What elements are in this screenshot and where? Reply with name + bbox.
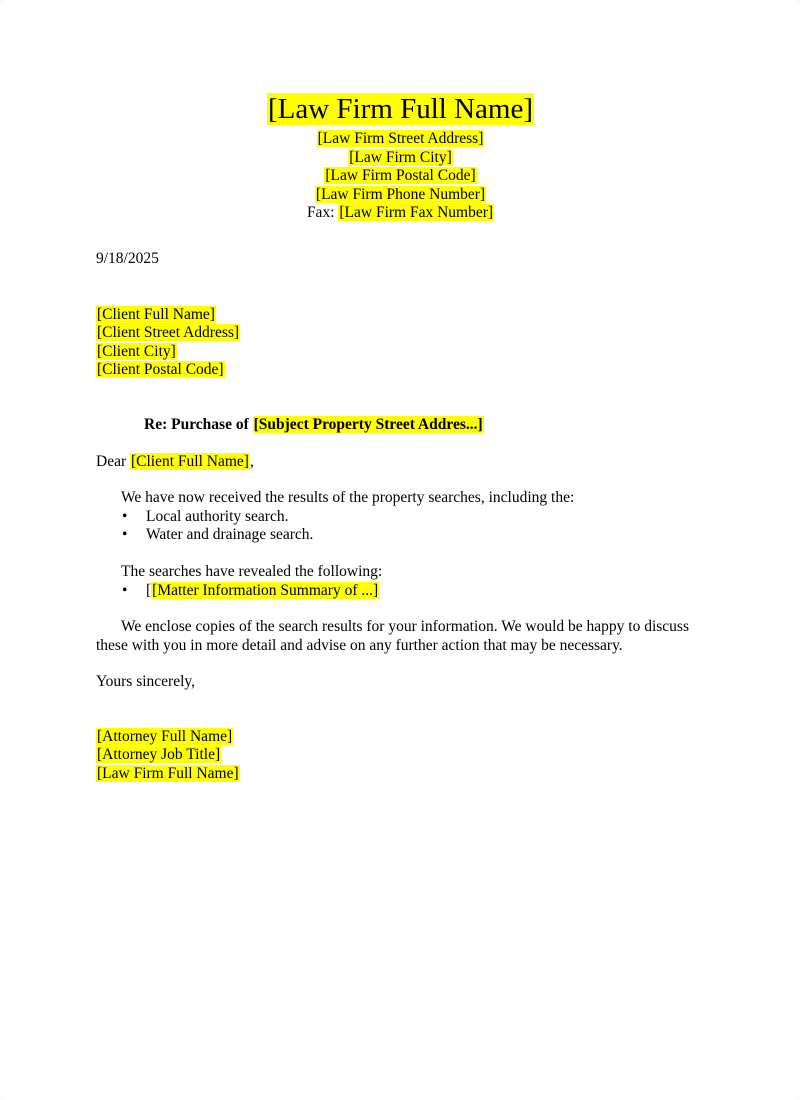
salutation-line: [96, 453, 705, 472]
signature-firm-placeholder[interactable]: [Law Firm Full Name]: [97, 765, 239, 783]
subject-line: [96, 416, 705, 435]
client-name-placeholder[interactable]: [Client Full Name]: [97, 305, 215, 323]
client-postal-placeholder[interactable]: [Client Postal Code]: [97, 361, 224, 379]
letter-date: 9/18/2025: [96, 249, 159, 267]
recipient-block: [96, 306, 705, 380]
bullet-icon: •: [122, 526, 128, 544]
fax-label: Fax:: [306, 204, 339, 222]
firm-street-placeholder[interactable]: [Law Firm Street Address]: [317, 130, 484, 147]
firm-phone-placeholder[interactable]: [Law Firm Phone Number]: [315, 185, 486, 203]
subject-prefix: Re: Purchase of: [144, 415, 253, 433]
firm-street-line: [96, 130, 705, 149]
firm-city-placeholder[interactable]: [Law Firm City]: [349, 148, 452, 166]
matter-summary-placeholder[interactable]: [Matter Information Summary of ...]: [152, 581, 379, 599]
bullet-icon: •: [122, 581, 128, 599]
firm-phone-line: [96, 186, 705, 205]
paragraph-intro: We have now received the results of the property searches, including the:: [121, 489, 575, 507]
firm-name-placeholder[interactable]: [Law Firm Full Name]: [268, 93, 533, 125]
client-city-placeholder[interactable]: [Client City]: [97, 342, 176, 360]
salutation-suffix: ,: [249, 452, 254, 470]
recipient-line: [96, 306, 705, 325]
closing-line: Yours sincerely,: [96, 673, 196, 691]
client-street-placeholder[interactable]: [Client Street Address]: [97, 324, 240, 342]
attorney-title-placeholder[interactable]: [Attorney Job Title]: [97, 746, 221, 764]
signature-block: [96, 728, 705, 784]
subject-property-placeholder[interactable]: [Subject Property Street Addres...]: [253, 415, 483, 433]
list-item: [96, 582, 705, 601]
paragraph-enclosures: We enclose copies of the search results for your information. We would be happy to discuss these with you in more detail and advise on any further action that may be necessary.: [96, 618, 689, 654]
signature-line: [96, 765, 705, 784]
list-item: [96, 508, 705, 527]
firm-postal-placeholder[interactable]: [Law Firm Postal Code]: [325, 167, 476, 185]
list-item-text: Water and drainage search.: [146, 526, 314, 544]
salutation-client-placeholder[interactable]: [Client Full Name]: [131, 452, 249, 470]
bullet-icon: •: [122, 507, 128, 525]
recipient-line: [96, 324, 705, 343]
firm-fax-line: [96, 204, 705, 223]
paragraph-searches-revealed: [96, 563, 705, 600]
list-item: [96, 526, 705, 545]
firm-postal-line: [96, 167, 705, 186]
matter-summary-bracket: [: [146, 581, 152, 599]
letterhead-address: [96, 130, 705, 223]
salutation-prefix: Dear: [96, 452, 130, 470]
paragraph-searches-received: [96, 489, 705, 545]
firm-fax-placeholder[interactable]: [Law Firm Fax Number]: [339, 204, 494, 222]
paragraph-intro: The searches have revealed the following:: [121, 562, 383, 580]
attorney-name-placeholder[interactable]: [Attorney Full Name]: [97, 727, 233, 745]
signature-line: [96, 746, 705, 765]
recipient-line: [96, 343, 705, 362]
firm-city-line: [96, 149, 705, 168]
signature-line: [96, 728, 705, 747]
letterhead: [96, 92, 705, 126]
list-item-text: Local authority search.: [146, 507, 289, 525]
recipient-line: [96, 361, 705, 380]
